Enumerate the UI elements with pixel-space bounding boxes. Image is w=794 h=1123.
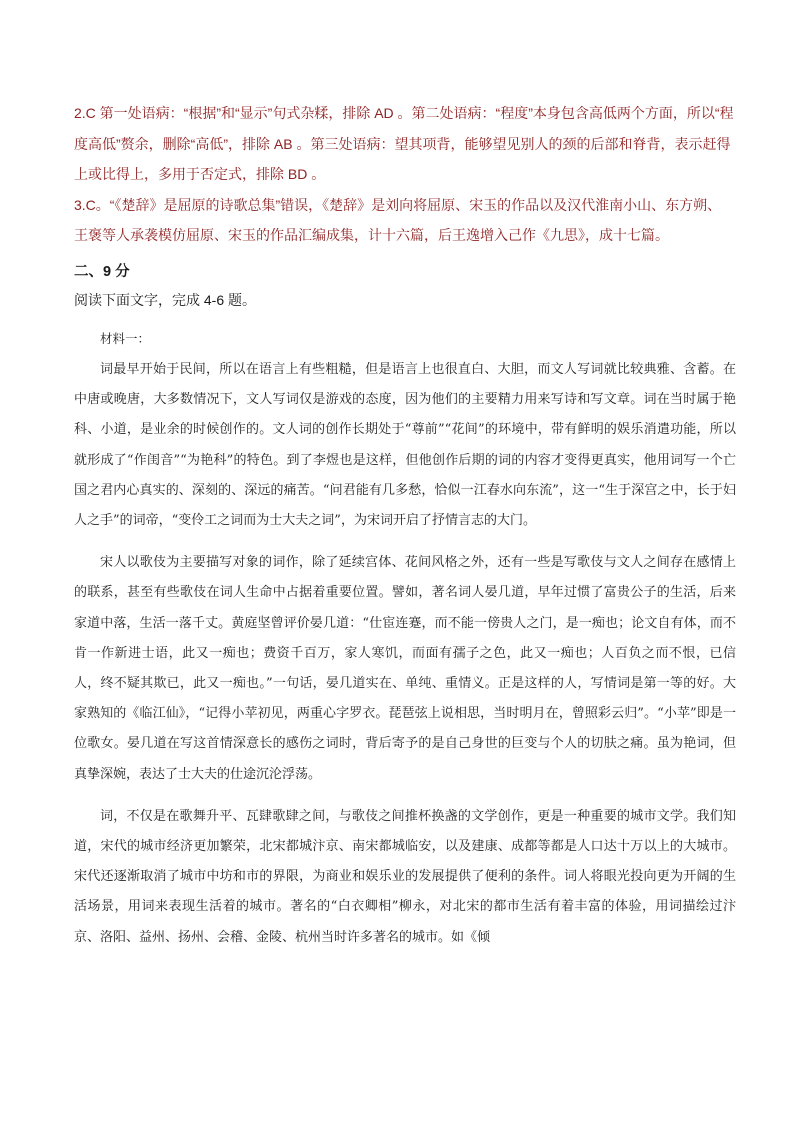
reading-instruction: 阅读下面文字，完成 4-6 题。	[74, 292, 257, 308]
answer-3-explanation: 3.C。“《楚辞》是屈原的诗歌总集”错误，《楚辞》是刘向将屈原、宋玉的作品以及汉代淮南小山、东方朔、王褒等人承袭模仿屈原、宋玉的作品汇编成集，计十六篇，后王逸增入己作《九思》，成十七篇。	[74, 196, 722, 243]
answer-explanations	[74, 98, 734, 251]
material-label: 材料一：	[100, 331, 151, 346]
reading-material	[74, 323, 736, 953]
answer-2-explanation: 2.C 第一处语病：“根据”和“显示”句式杂糅，排除 AD 。第二处语病：“程度”本身包含高低两个方面，所以“程度高低”赘余，删除“高低”，排除 AB 。第三处语病：望其项背，能够望见别人的颈的后部和脊背，表示赶得上或比得上，多用于否定式，排除 BD 。	[74, 105, 734, 182]
material-paragraph: 词最早开始于民间，所以在语言上有些粗糙，但是语言上也很直白、大胆，而文人写词就比较典雅、含蓄。在中唐或晚唐，大多数情况下，文人写词仅是游戏的态度，因为他们的主要精力用来写诗和写文章。词在当时属于艳科、小道，是业余的时候创作的。文人词的创作长期处于“尊前”“花间”的环境中，带有鲜明的娱乐消遣功能，所以就形成了“作闺音”“为艳科”的特色。到了李煜也是这样，但他创作后期的词的内容才变得更真实，他用词写一个亡国之君内心真实的、深刻的、深远的痛苦。“问君能有几多愁，恰似一江春水向东流”，这一“生于深宫之中，长于妇人之手”的词帝，“变伶工之词而为士大夫之词”，为宋词开启了抒情言志的大门。	[74, 362, 736, 529]
material-paragraph: 词，不仅是在歌舞升平、瓦肆歌肆之间，与歌伎之间推杯换盏的文学创作，更是一种重要的城市文学。我们知道，宋代的城市经济更加繁荣，北宋都城汴京、南宋都城临安，以及建康、成都等都是人口达十万以上的大城市。宋代还逐渐取消了城市中坊和市的界限，为商业和娱乐业的发展提供了便利的条件。词人将眼光投向更为开阔的生活场景，用词来表现生活着的城市。著名的“白衣卿相”柳永，对北宋的都市生活有着丰富的体验，用词描绘过汴京、洛阳、益州、扬州、会稽、金陵、杭州当时许多著名的城市。如《倾	[74, 808, 736, 945]
material-paragraph: 宋人以歌伎为主要描写对象的词作，除了延续宫体、花间风格之外，还有一些是写歌伎与文人之间存在感情上的联系，甚至有些歌伎在词人生命中占据着重要位置。譬如，著名词人晏几道，早年过惯了富贵公子的生活，后来家道中落，生活一落千丈。黄庭坚曾评价晏几道：“仕宦连蹇，而不能一傍贵人之门，是一痴也；论文自有体，而不肯一作新进士语，此又一痴也；费资千百万，家人寒饥，而面有孺子之色，此又一痴也；人百负之而不恨，已信人，终不疑其欺已，此又一痴也。”一句话，晏几道实在、单纯、重情义。正是这样的人，写情词是第一等的好。大家熟知的《临江仙》，“记得小苹初见，两重心字罗衣。琵琶弦上说相思，当时明月在，曾照彩云归”。“小苹”即是一位歌女。晏几道在写这首情深意长的感伤之词时，背后寄予的是自己身世的巨变与个人的切肤之痛。虽为艳词，但真挚深婉，表达了士大夫的仕途沉沦浮荡。	[74, 555, 736, 782]
section-heading: 二、9 分	[74, 264, 130, 280]
section-two	[74, 259, 734, 315]
